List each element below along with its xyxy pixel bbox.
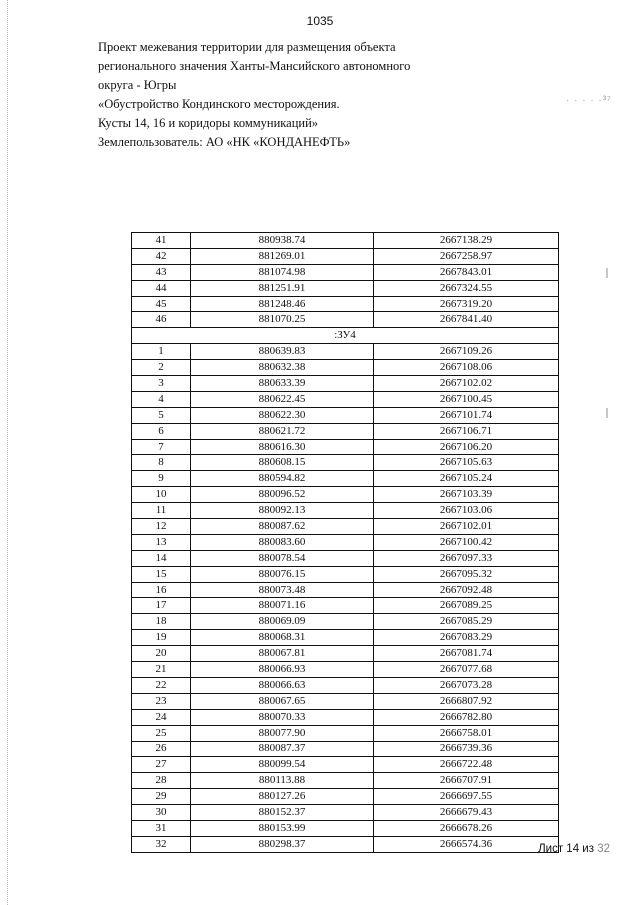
point-number-cell: 9 bbox=[132, 471, 191, 487]
x-coordinate-cell: 880622.30 bbox=[191, 407, 374, 423]
y-coordinate-cell: 2667100.45 bbox=[374, 391, 559, 407]
point-number-cell: 31 bbox=[132, 820, 191, 836]
x-coordinate-cell: 881269.01 bbox=[191, 248, 374, 264]
table-row bbox=[132, 582, 559, 598]
y-coordinate-cell: 2667085.29 bbox=[374, 614, 559, 630]
point-number-cell: 5 bbox=[132, 407, 191, 423]
x-coordinate-cell: 880077.90 bbox=[191, 725, 374, 741]
y-coordinate-cell: 2666679.43 bbox=[374, 805, 559, 821]
scan-margin-line bbox=[7, 0, 8, 905]
y-coordinate-cell: 2667108.06 bbox=[374, 360, 559, 376]
y-coordinate-cell: 2667077.68 bbox=[374, 662, 559, 678]
point-number-cell: 2 bbox=[132, 360, 191, 376]
point-number-cell: 14 bbox=[132, 550, 191, 566]
table-row bbox=[132, 693, 559, 709]
point-number-cell: 8 bbox=[132, 455, 191, 471]
x-coordinate-cell: 880071.16 bbox=[191, 598, 374, 614]
x-coordinate-cell: 880099.54 bbox=[191, 757, 374, 773]
x-coordinate-cell: 880113.88 bbox=[191, 773, 374, 789]
x-coordinate-cell: 881251.91 bbox=[191, 280, 374, 296]
point-number-cell: 41 bbox=[132, 233, 191, 249]
x-coordinate-cell: 881248.46 bbox=[191, 296, 374, 312]
point-number-cell: 13 bbox=[132, 534, 191, 550]
point-number-cell: 3 bbox=[132, 376, 191, 392]
point-number-cell: 15 bbox=[132, 566, 191, 582]
table-row bbox=[132, 360, 559, 376]
y-coordinate-cell: 2667324.55 bbox=[374, 280, 559, 296]
point-number-cell: 43 bbox=[132, 264, 191, 280]
x-coordinate-cell: 880608.15 bbox=[191, 455, 374, 471]
y-coordinate-cell: 2666574.36 bbox=[374, 836, 559, 852]
y-coordinate-cell: 2666782.80 bbox=[374, 709, 559, 725]
point-number-cell: 45 bbox=[132, 296, 191, 312]
header-line: округа - Югры bbox=[98, 78, 177, 92]
x-coordinate-cell: 880622.45 bbox=[191, 391, 374, 407]
table-row bbox=[132, 820, 559, 836]
x-coordinate-cell: 880621.72 bbox=[191, 423, 374, 439]
x-coordinate-cell: 880092.13 bbox=[191, 503, 374, 519]
x-coordinate-cell: 880594.82 bbox=[191, 471, 374, 487]
y-coordinate-cell: 2667258.97 bbox=[374, 248, 559, 264]
table-row bbox=[132, 312, 559, 328]
point-number-cell: 32 bbox=[132, 836, 191, 852]
y-coordinate-cell: 2666722.48 bbox=[374, 757, 559, 773]
x-coordinate-cell: 881070.25 bbox=[191, 312, 374, 328]
point-number-cell: 28 bbox=[132, 773, 191, 789]
point-number-cell: 21 bbox=[132, 662, 191, 678]
point-number-cell: 1 bbox=[132, 344, 191, 360]
x-coordinate-cell: 880616.30 bbox=[191, 439, 374, 455]
y-coordinate-cell: 2667841.40 bbox=[374, 312, 559, 328]
x-coordinate-cell: 880087.37 bbox=[191, 741, 374, 757]
point-number-cell: 42 bbox=[132, 248, 191, 264]
header-line: Землепользователь: АО «НК «КОНДАНЕФТЬ» bbox=[98, 135, 351, 149]
y-coordinate-cell: 2667105.63 bbox=[374, 455, 559, 471]
x-coordinate-cell: 880127.26 bbox=[191, 789, 374, 805]
point-number-cell: 11 bbox=[132, 503, 191, 519]
coordinates-table bbox=[131, 232, 559, 853]
y-coordinate-cell: 2667101.74 bbox=[374, 407, 559, 423]
y-coordinate-cell: 2667073.28 bbox=[374, 677, 559, 693]
x-coordinate-cell: 880938.74 bbox=[191, 233, 374, 249]
table-row bbox=[132, 741, 559, 757]
x-coordinate-cell: 880298.37 bbox=[191, 836, 374, 852]
point-number-cell: 7 bbox=[132, 439, 191, 455]
point-number-cell: 24 bbox=[132, 709, 191, 725]
table-row bbox=[132, 376, 559, 392]
point-number-cell: 30 bbox=[132, 805, 191, 821]
table-row bbox=[132, 836, 559, 852]
section-row bbox=[132, 328, 559, 344]
table-row bbox=[132, 519, 559, 535]
table-row bbox=[132, 773, 559, 789]
x-coordinate-cell: 880096.52 bbox=[191, 487, 374, 503]
x-coordinate-cell: 880068.31 bbox=[191, 630, 374, 646]
point-number-cell: 20 bbox=[132, 646, 191, 662]
table-row bbox=[132, 471, 559, 487]
table-row bbox=[132, 503, 559, 519]
x-coordinate-cell: 880632.38 bbox=[191, 360, 374, 376]
table-row bbox=[132, 789, 559, 805]
y-coordinate-cell: 2666707.91 bbox=[374, 773, 559, 789]
scan-mark: · · · · ·³⁷ bbox=[566, 95, 612, 106]
point-number-cell: 6 bbox=[132, 423, 191, 439]
y-coordinate-cell: 2667102.02 bbox=[374, 376, 559, 392]
table-row bbox=[132, 630, 559, 646]
table-row bbox=[132, 757, 559, 773]
table-row bbox=[132, 566, 559, 582]
sheet-total: 32 bbox=[597, 843, 610, 855]
y-coordinate-cell: 2667106.71 bbox=[374, 423, 559, 439]
table-row bbox=[132, 233, 559, 249]
y-coordinate-cell: 2667109.26 bbox=[374, 344, 559, 360]
y-coordinate-cell: 2666758.01 bbox=[374, 725, 559, 741]
y-coordinate-cell: 2667103.06 bbox=[374, 503, 559, 519]
x-coordinate-cell: 880067.65 bbox=[191, 693, 374, 709]
y-coordinate-cell: 2667106.20 bbox=[374, 439, 559, 455]
point-number-cell: 27 bbox=[132, 757, 191, 773]
point-number-cell: 25 bbox=[132, 725, 191, 741]
table-row bbox=[132, 296, 559, 312]
x-coordinate-cell: 880633.39 bbox=[191, 376, 374, 392]
table-row bbox=[132, 725, 559, 741]
y-coordinate-cell: 2667100.42 bbox=[374, 534, 559, 550]
table-row bbox=[132, 264, 559, 280]
x-coordinate-cell: 880078.54 bbox=[191, 550, 374, 566]
sheet-counter bbox=[538, 843, 610, 855]
table-row bbox=[132, 677, 559, 693]
point-number-cell: 4 bbox=[132, 391, 191, 407]
header-line: регионального значения Ханты-Мансийского автономного bbox=[98, 59, 411, 73]
x-coordinate-cell: 880073.48 bbox=[191, 582, 374, 598]
scan-edge-mark bbox=[606, 408, 608, 418]
y-coordinate-cell: 2667103.39 bbox=[374, 487, 559, 503]
y-coordinate-cell: 2667095.32 bbox=[374, 566, 559, 582]
x-coordinate-cell: 880069.09 bbox=[191, 614, 374, 630]
y-coordinate-cell: 2666807.92 bbox=[374, 693, 559, 709]
x-coordinate-cell: 880076.15 bbox=[191, 566, 374, 582]
table-row bbox=[132, 534, 559, 550]
point-number-cell: 17 bbox=[132, 598, 191, 614]
table-row bbox=[132, 280, 559, 296]
y-coordinate-cell: 2667319.20 bbox=[374, 296, 559, 312]
x-coordinate-cell: 880087.62 bbox=[191, 519, 374, 535]
y-coordinate-cell: 2667081.74 bbox=[374, 646, 559, 662]
x-coordinate-cell: 880153.99 bbox=[191, 820, 374, 836]
x-coordinate-cell: 880066.63 bbox=[191, 677, 374, 693]
header-line: «Обустройство Кондинского месторождения. bbox=[98, 97, 340, 111]
table-row bbox=[132, 662, 559, 678]
point-number-cell: 10 bbox=[132, 487, 191, 503]
y-coordinate-cell: 2667843.01 bbox=[374, 264, 559, 280]
y-coordinate-cell: 2667138.29 bbox=[374, 233, 559, 249]
point-number-cell: 22 bbox=[132, 677, 191, 693]
table-row bbox=[132, 439, 559, 455]
x-coordinate-cell: 880152.37 bbox=[191, 805, 374, 821]
sheet-label: Лист 14 из bbox=[538, 843, 594, 855]
table-row bbox=[132, 423, 559, 439]
table-continuation bbox=[131, 812, 559, 816]
point-number-cell: 16 bbox=[132, 582, 191, 598]
point-number-cell: 19 bbox=[132, 630, 191, 646]
table-row bbox=[132, 646, 559, 662]
y-coordinate-cell: 2667105.24 bbox=[374, 471, 559, 487]
point-number-cell: 23 bbox=[132, 693, 191, 709]
y-coordinate-cell: 2667092.48 bbox=[374, 582, 559, 598]
x-coordinate-cell: 880066.93 bbox=[191, 662, 374, 678]
y-coordinate-cell: 2667089.25 bbox=[374, 598, 559, 614]
point-number-cell: 46 bbox=[132, 312, 191, 328]
y-coordinate-cell: 2666697.55 bbox=[374, 789, 559, 805]
y-coordinate-cell: 2667083.29 bbox=[374, 630, 559, 646]
table-row bbox=[132, 550, 559, 566]
x-coordinate-cell: 880083.60 bbox=[191, 534, 374, 550]
table-row bbox=[132, 614, 559, 630]
header-line: Кусты 14, 16 и коридоры коммуникаций» bbox=[98, 116, 319, 130]
table-row bbox=[132, 344, 559, 360]
table-row bbox=[132, 407, 559, 423]
y-coordinate-cell: 2667097.33 bbox=[374, 550, 559, 566]
x-coordinate-cell: 880639.83 bbox=[191, 344, 374, 360]
table-row bbox=[132, 598, 559, 614]
table-row bbox=[132, 455, 559, 471]
document-header bbox=[98, 38, 428, 152]
table-row bbox=[132, 391, 559, 407]
page-number: 1035 bbox=[306, 14, 334, 28]
x-coordinate-cell: 881074.98 bbox=[191, 264, 374, 280]
table-row bbox=[132, 487, 559, 503]
point-number-cell: 29 bbox=[132, 789, 191, 805]
y-coordinate-cell: 2666739.36 bbox=[374, 741, 559, 757]
header-line: Проект межевания территории для размещения объекта bbox=[98, 40, 396, 54]
point-number-cell: 12 bbox=[132, 519, 191, 535]
scan-edge-mark bbox=[606, 268, 608, 278]
point-number-cell: 26 bbox=[132, 741, 191, 757]
point-number-cell: 44 bbox=[132, 280, 191, 296]
x-coordinate-cell: 880070.33 bbox=[191, 709, 374, 725]
y-coordinate-cell: 2667102.01 bbox=[374, 519, 559, 535]
x-coordinate-cell: 880067.81 bbox=[191, 646, 374, 662]
table-row bbox=[132, 709, 559, 725]
y-coordinate-cell: 2666678.26 bbox=[374, 820, 559, 836]
point-number-cell: 18 bbox=[132, 614, 191, 630]
section-label: :ЗУ4 bbox=[132, 328, 559, 344]
table-row bbox=[132, 248, 559, 264]
